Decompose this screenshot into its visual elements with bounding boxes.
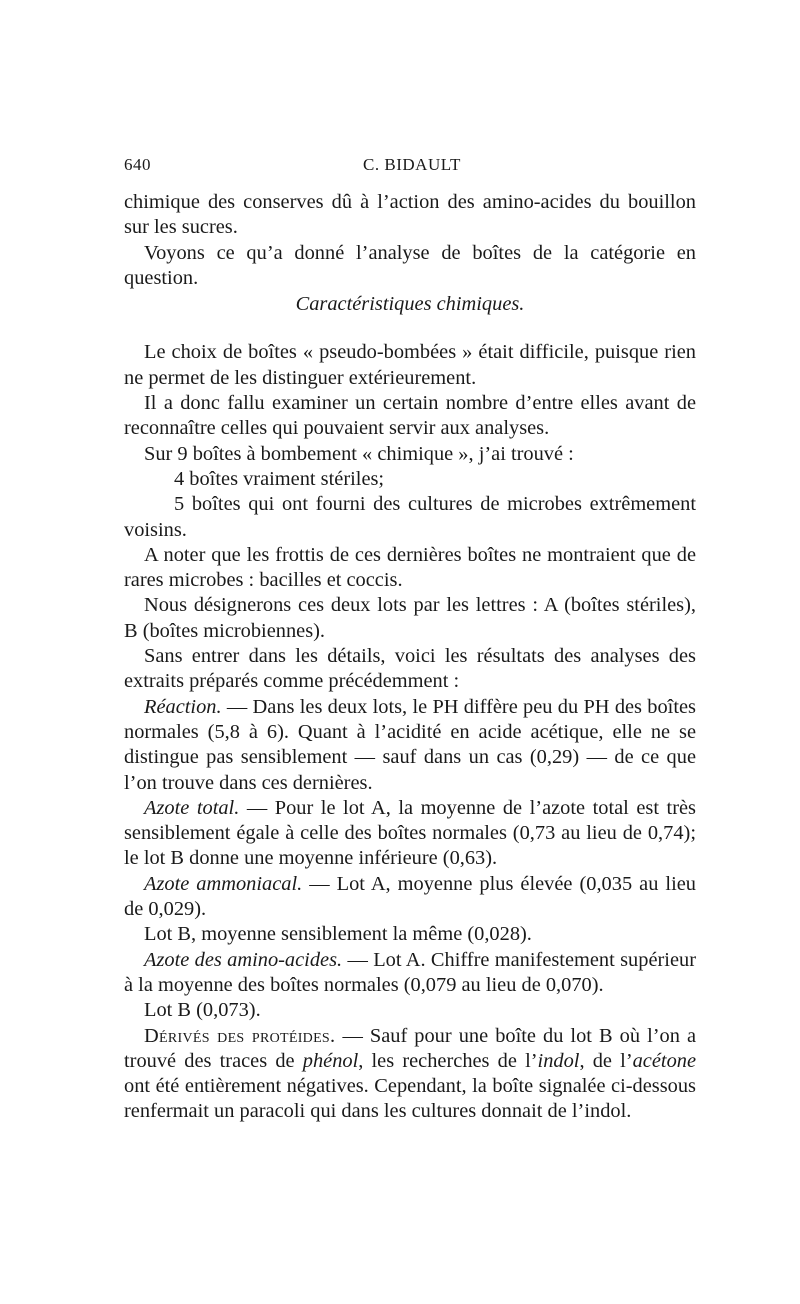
paragraph-derives [124,1024,696,1125]
paragraph-text: — Sauf pour une boîte du lot B où l’on a trouvé des traces de [124,1024,697,1072]
paragraph-text: , de l’ [579,1049,633,1072]
paragraph-text: ont été entièrement négatives. Cependant, la boîte signalée ci-dessous renfermait un paracoli qui dans les cultures donnait de l’indol. [124,1075,696,1123]
paragraph: Nous désignerons ces deux lots par les lettres : A (boîtes stériles), B (boîtes microbiennes). [124,594,696,642]
paragraph: Lot B, moyenne sensiblement la même (0,028). [144,923,532,946]
paragraph-text: — Lot A. Chiffre manifestement supérieur à la moyenne des boîtes normales (0,079 au lieu de 0,070). [124,948,696,996]
paragraph-text: — Dans les deux lots, le PH diffère peu du PH des boîtes normales (5,8 à 6). Quant à l’acidité en acide acétique, elle ne se distingue pas sensiblement — sauf dans un cas (0,29) — de ce que l’on trouve dans ces dernières. [124,695,696,794]
run-in-label: Azote ammoniacal. [144,872,303,895]
header-author: C. BIDAULT [363,155,461,174]
run-in-label: Dérivés des protéides. [144,1024,336,1047]
paragraph-reaction [124,695,696,796]
term-phenol: phénol [302,1049,359,1072]
paragraph: Sur 9 boîtes à bombement « chimique », j’ai trouvé : [144,442,574,465]
paragraph: chimique des conserves dû à l’action des amino-acides du bouillon sur les sucres. [124,191,696,239]
run-in-label: Azote total. [144,796,240,819]
body-text [124,190,696,1125]
paragraph: Voyons ce qu’a donné l’analyse de boîtes de la catégorie en question. [124,241,696,289]
paragraph: Lot B (0,073). [144,999,261,1022]
paragraph: Le choix de boîtes « pseudo-bombées » était difficile, puisque rien ne permet de les distinguer extérieurement. [124,341,696,389]
paragraph-azote-ammoniacal [124,872,696,923]
paragraph: A noter que les frottis de ces dernières boîtes ne montraient que de rares microbes : bacilles et coccis. [124,543,696,592]
list-item: 5 boîtes qui ont fourni des cultures de microbes extrêmement voisins. [124,493,696,541]
term-acetone: acétone [632,1049,697,1072]
term-indol: indol [537,1049,580,1072]
paragraph-text: — Pour le lot A, la moyenne de l’azote total est très sensiblement égale à celle des boîtes normales (0,73 au lieu de 0,74); le lot B donne une moyenne inférieure (0,63). [124,796,696,870]
section-heading: Caractéristiques chimiques. [295,293,525,316]
paragraph-text: — Lot A, moyenne plus élevée (0,035 au lieu de 0,029). [124,872,696,921]
paragraph-text: , les recherches de l’ [358,1049,538,1072]
list-item: 4 boîtes vraiment stériles; [174,467,385,490]
paragraph: Sans entrer dans les détails, voici les résultats des analyses des extraits préparés comme précédemment : [124,645,696,693]
run-in-label: Azote des amino-acides. [144,948,343,971]
page-number: 640 [124,155,151,174]
paragraph-azote-amino [124,948,696,999]
paragraph: Il a donc fallu examiner un certain nombre d’entre elles avant de reconnaître celles qui pouvaient servir aux analyses. [124,392,696,440]
run-in-label: Réaction. [144,695,222,718]
paragraph-azote-total [124,796,696,872]
running-head [124,155,700,177]
